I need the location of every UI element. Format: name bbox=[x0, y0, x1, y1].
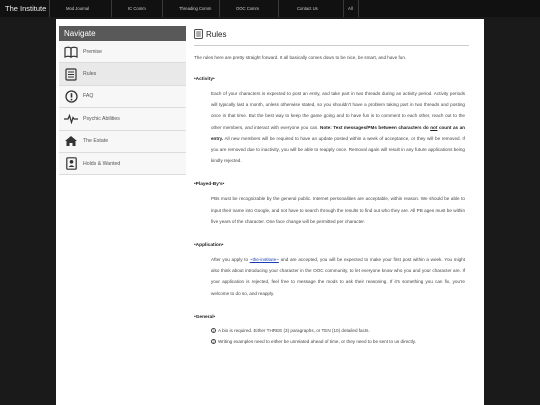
intro-text: The rules here are pretty straight forward. It all basically comes down to be nice, be smart, and have fun. bbox=[194, 55, 407, 60]
sidebar-item-premise[interactable] bbox=[59, 41, 186, 63]
general-rule-1: 1 A bio is required. Either THREE (3) paragraphs, or TEN (10) detailed facts. bbox=[212, 327, 370, 334]
sidebar-item-holds-wanted[interactable] bbox=[59, 153, 186, 175]
activity-text: Each of your characters is expected to post an entry, and take part in two threads during an activity period. Activity periods will typically last a month, unless otherwise stated, so you shouldn't have a problem taking part in two threads and posting once in that time. But the best way to keep the game going and to have fun is to comment to each other, reach out to the other members, and interact with everyone you can. Note: Text messages/PMs between characters do not count as an entry. All new members will be required to have an update posted within a week of acceptance, or they will be removed. If you are removed due to inactivity, you will be able to reapply once. Removal again will result in any future applications being kindly rejected. bbox=[211, 91, 465, 164]
sidebar bbox=[59, 26, 186, 175]
nav-contact-us[interactable]: Contact Us bbox=[279, 0, 344, 17]
playedby-heading: •Played-By's• bbox=[194, 182, 225, 188]
page-title bbox=[194, 27, 474, 41]
nav-threading-comm[interactable]: Threading Comm bbox=[163, 0, 220, 17]
heartbeat-icon bbox=[64, 112, 78, 126]
sidebar-item-label: The Estate bbox=[83, 138, 109, 145]
sidebar-item-label: Psychic Abilities bbox=[83, 115, 120, 122]
playedby-text: PBs must be recognizable by the general public. Internet personalities are acceptable, within reason. We should be able to input their name into Google, and not have to search through the results to find out who they are. All PB ages must be within five years of the character. One face change will be permitted per character. bbox=[211, 196, 465, 224]
main-container bbox=[56, 19, 484, 405]
community-link[interactable]: ~the-institute~ bbox=[249, 257, 279, 263]
nav-all[interactable]: All bbox=[344, 0, 359, 17]
general-rule-2: 2 Writing examples need to either be unrelated ahead of time, or they need to be sent to us directly. bbox=[212, 338, 416, 345]
house-icon bbox=[64, 134, 78, 148]
application-heading: •Application• bbox=[194, 243, 224, 249]
sidebar-item-label: Holds & Wanted bbox=[83, 160, 121, 167]
circled-number: 2 bbox=[212, 340, 215, 345]
rules-content bbox=[194, 27, 474, 347]
sidebar-header: Navigate bbox=[59, 26, 186, 41]
activity-note: Note: Text messages/PMs between characters do not count as an entry. bbox=[211, 124, 465, 141]
title-divider bbox=[194, 45, 469, 46]
sidebar-item-rules[interactable] bbox=[59, 63, 186, 85]
circled-number: 1 bbox=[212, 329, 215, 334]
activity-heading: •Activity• bbox=[194, 77, 215, 82]
sidebar-item-psychic-abilities[interactable] bbox=[59, 108, 186, 130]
nav-ic-comm[interactable]: IC Comm bbox=[112, 0, 163, 17]
book-icon bbox=[64, 45, 78, 59]
document-icon bbox=[194, 29, 203, 39]
sidebar-item-label: FAQ bbox=[83, 93, 94, 100]
nav-mod-journal[interactable]: Mod Journal bbox=[50, 0, 112, 17]
application-text: After you apply to ~the-institute~ and are accepted, you will be expected to make your first post within a week. You might also think about introducing your character in the OOC community, to let everyone know who you and your character are. If your application is rejected, feel free to message the mods to ask their reasoning. If it's something you can fix, you're welcome to do so, and reapply. bbox=[211, 257, 465, 296]
sidebar-item-faq[interactable] bbox=[59, 86, 186, 108]
general-heading: •General• bbox=[194, 314, 216, 320]
document-icon bbox=[64, 67, 78, 81]
id-card-icon bbox=[64, 157, 78, 171]
site-title[interactable]: The Institute bbox=[0, 0, 50, 17]
sidebar-item-label: Rules bbox=[83, 71, 97, 78]
sidebar-item-label: Premise bbox=[83, 48, 103, 55]
sidebar-item-the-estate[interactable] bbox=[59, 131, 186, 153]
page-title-text: Rules bbox=[206, 29, 227, 39]
exclamation-icon bbox=[64, 89, 78, 103]
top-navbar bbox=[0, 0, 540, 17]
nav-ooc-comm[interactable]: OOC Comm bbox=[220, 0, 279, 17]
